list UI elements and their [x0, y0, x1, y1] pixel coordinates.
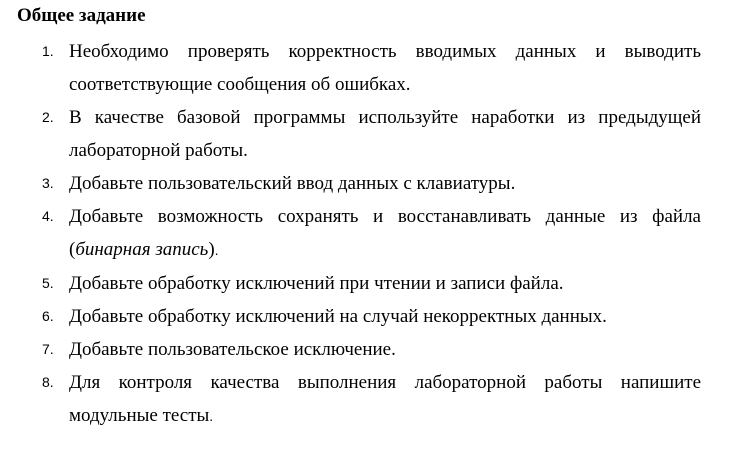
task-item-7	[0, 333, 701, 366]
task-item-3	[0, 167, 701, 200]
task-text: Добавьте пользовательский ввод данных с клавиатуры.	[69, 173, 516, 194]
task-text: Необходимо проверять корректность вводимых данных и выводить соответствующие сообщения об ошибках.	[69, 41, 701, 95]
task-number: 1.	[42, 43, 54, 59]
task-item-1	[0, 35, 701, 101]
task-item-6	[0, 300, 701, 333]
task-number: 2.	[42, 109, 54, 125]
task-item-2	[0, 101, 701, 167]
task-number: 4.	[42, 208, 54, 224]
task-text: Добавьте возможность сохранять и восстанавливать данные из файла (бинарная запись).	[69, 206, 701, 260]
task-text: Добавьте пользовательское исключение.	[69, 339, 396, 360]
task-text: Добавьте обработку исключений при чтении и записи файла.	[69, 273, 564, 294]
task-number: 5.	[42, 275, 54, 291]
task-number: 3.	[42, 175, 54, 191]
task-end-period: .	[209, 408, 214, 424]
section-heading: Общее задание	[17, 5, 146, 26]
task-text: Для контроля качества выполнения лабораторной работы напишите модульные тесты.	[69, 372, 701, 426]
task-number: 7.	[42, 341, 54, 357]
task-number: 6.	[42, 308, 54, 324]
task-text: В качестве базовой программы используйте наработки из предыдущей лабораторной работы.	[69, 107, 701, 161]
task-list	[0, 35, 734, 433]
task-end-period: .	[214, 242, 219, 258]
task-emphasis: бинарная запись	[75, 239, 209, 260]
task-number: 8.	[42, 374, 54, 390]
task-item-8	[0, 366, 701, 433]
task-text: Добавьте обработку исключений на случай некорректных данных.	[69, 306, 607, 327]
task-item-4	[0, 200, 701, 267]
task-item-5	[0, 267, 701, 300]
